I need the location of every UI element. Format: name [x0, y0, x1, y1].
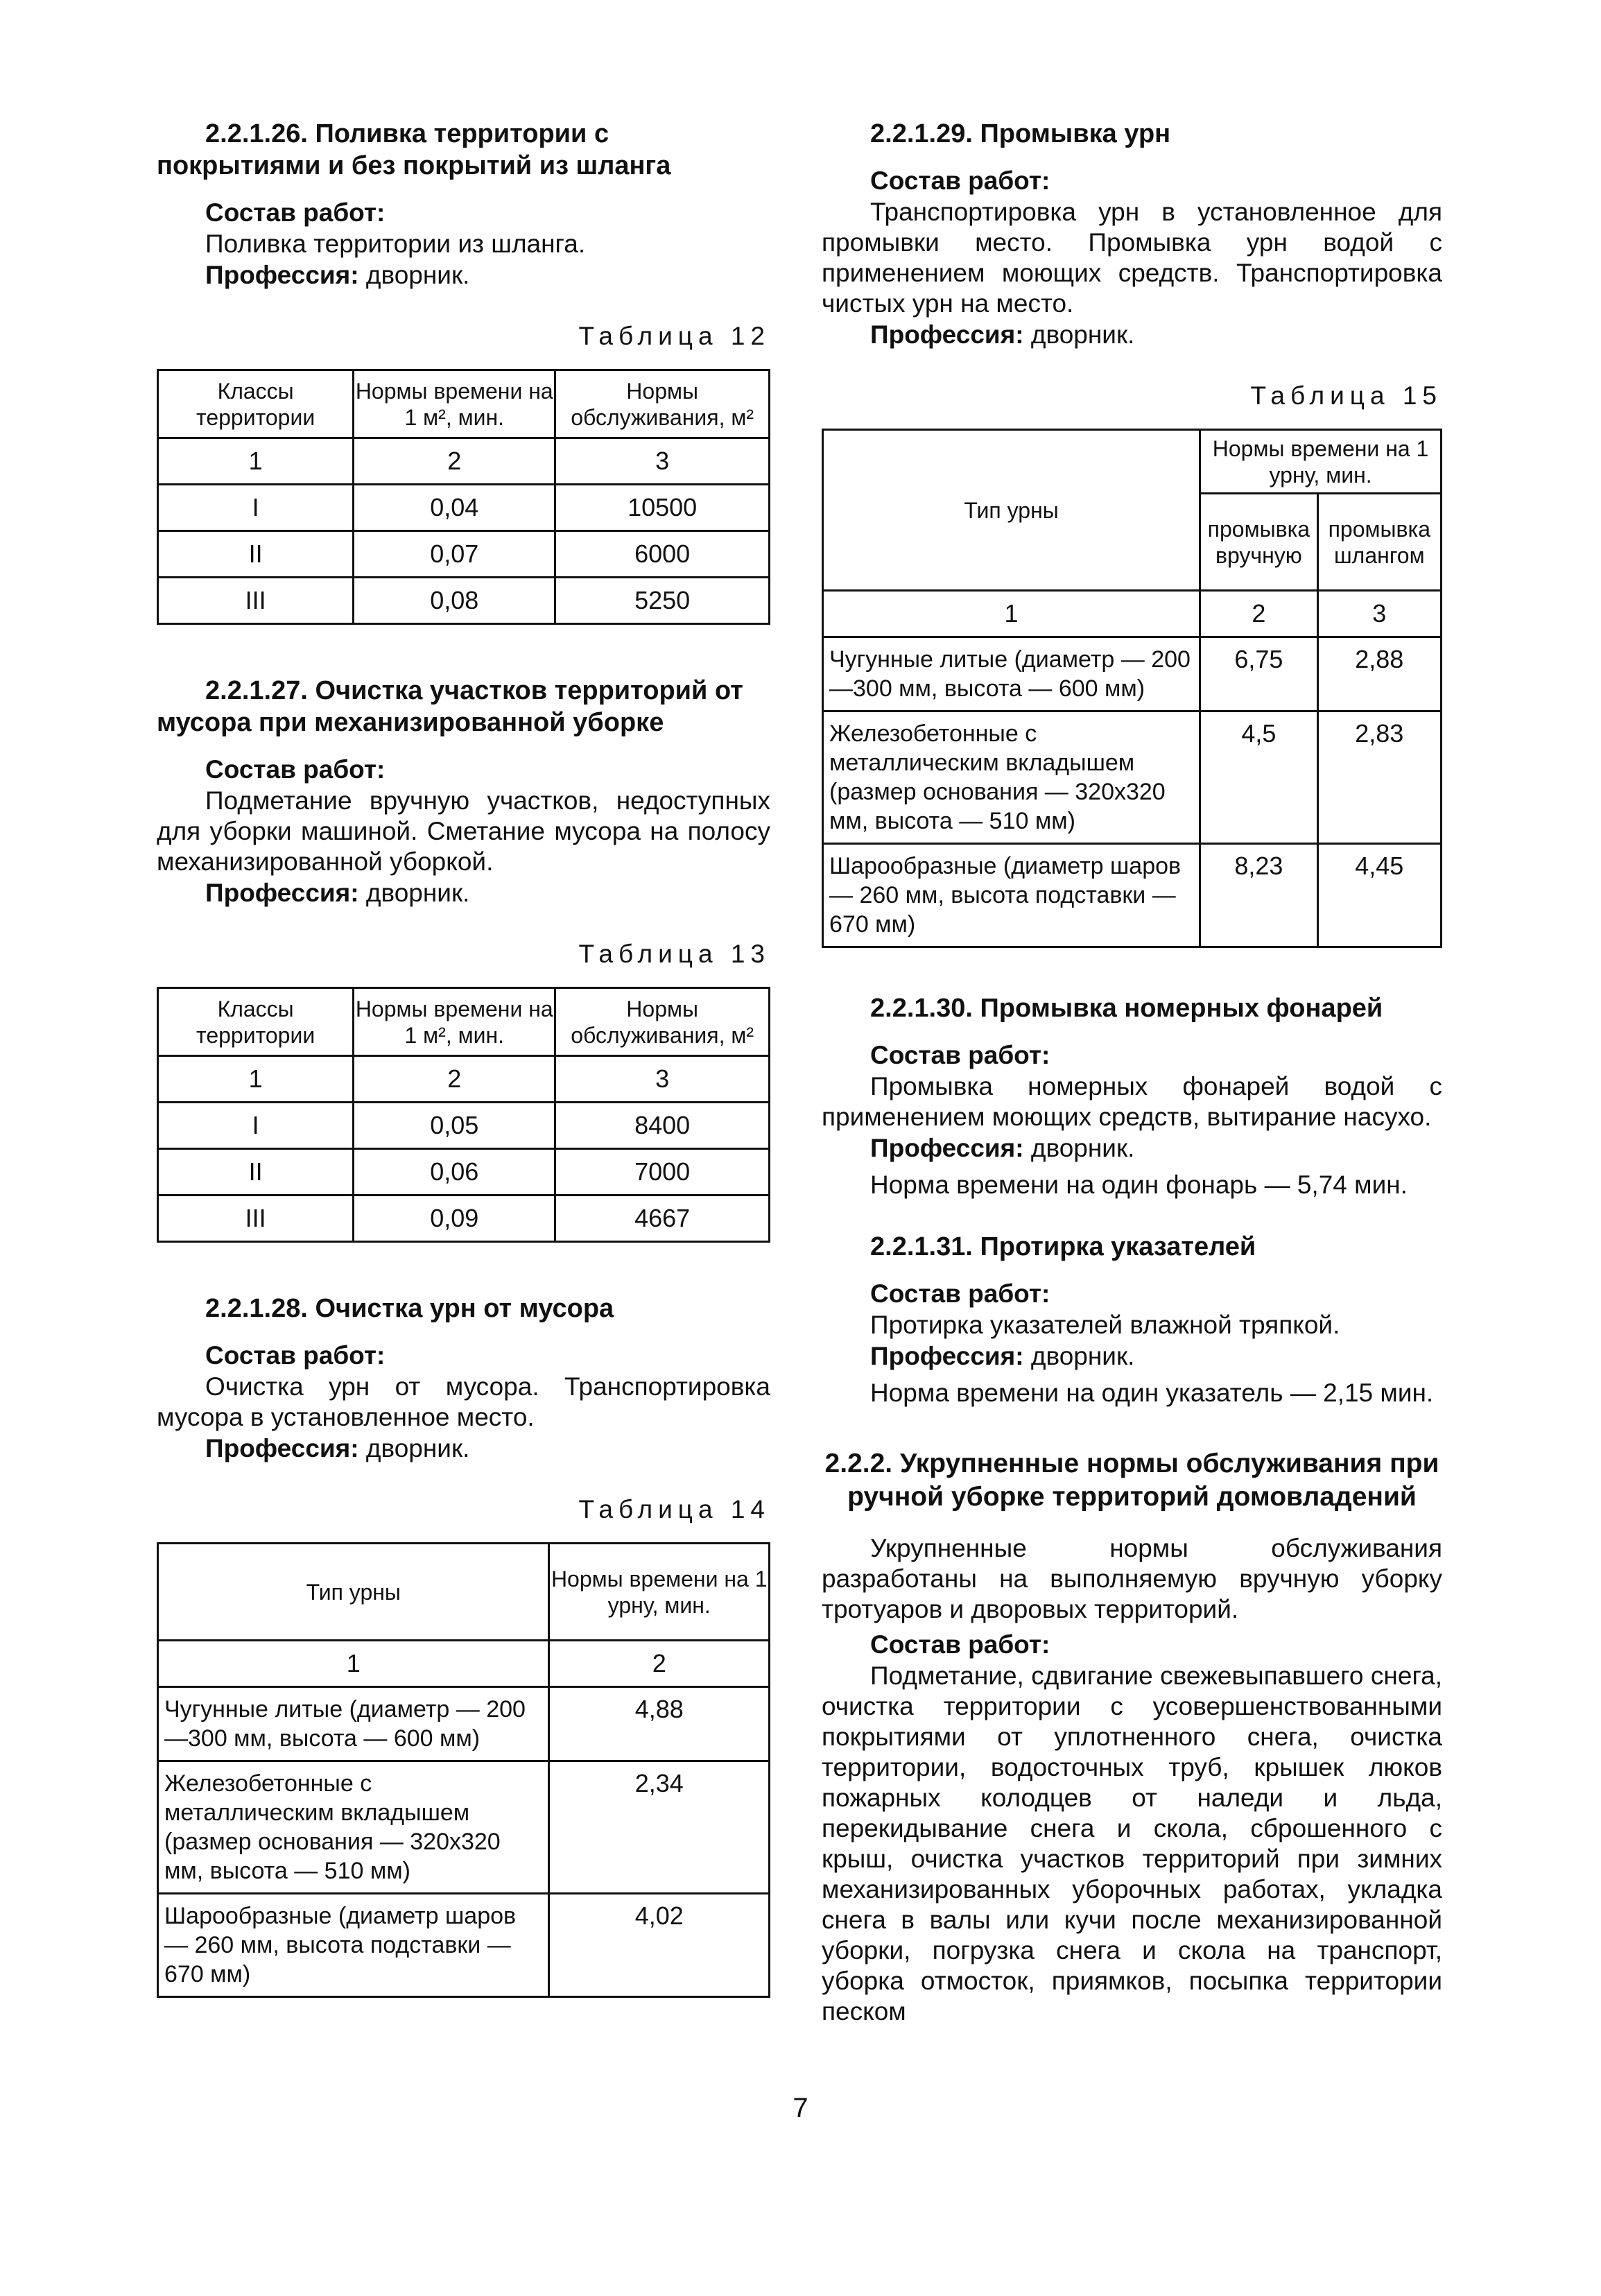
- table-cell: 8400: [555, 1103, 770, 1149]
- profession-label: Профессия:: [205, 1434, 359, 1462]
- profession-label: Профессия:: [205, 261, 359, 289]
- profession-line: [157, 259, 770, 291]
- header-cell: Классы территории: [158, 370, 354, 438]
- table-cell: 2: [549, 1641, 770, 1687]
- time-norm: Норма времени на один фонарь — 5,74 мин.: [870, 1171, 1408, 1199]
- table-cell: Шарообразные (диаметр шаров — 260 мм, высота подставки — 670 мм): [823, 844, 1200, 947]
- table-cell: I: [158, 485, 354, 531]
- table-cell: II: [158, 1149, 354, 1196]
- table-cell: III: [158, 1196, 354, 1242]
- table-row: [158, 1103, 770, 1149]
- profession-line: [822, 1132, 1442, 1164]
- section-2-2-1-26: [157, 118, 770, 625]
- table-row: [158, 438, 770, 485]
- table-15: [822, 429, 1442, 948]
- profession-value: дворник.: [1023, 1342, 1135, 1370]
- page-number: 7: [793, 2093, 808, 2123]
- table-row: [823, 591, 1442, 637]
- header-cell: Нормы времени на 1 м², мин.: [354, 370, 555, 438]
- table-cell: I: [158, 1103, 354, 1149]
- table-row: [158, 1641, 770, 1687]
- table-cell: Железобетонные с металлическим вкладышем (размер основания — 320x320 мм, высота — 510 мм): [823, 711, 1200, 844]
- table-row: [158, 1196, 770, 1242]
- composition-text: Протирка указателей влажной тряпкой.: [870, 1311, 1340, 1339]
- composition-label: Состав работ:: [205, 755, 386, 784]
- right-column: [822, 118, 1442, 2027]
- header-cell: Нормы времени на 1 урну, мин.: [549, 1544, 770, 1641]
- composition-text: Поливка территории из шланга.: [205, 230, 586, 258]
- profession-value: дворник.: [358, 1434, 470, 1462]
- table-cell: 0,09: [354, 1196, 555, 1242]
- header-cell: Тип урны: [158, 1544, 549, 1641]
- profession-value: дворник.: [358, 261, 470, 289]
- section-2-2-1-30: [822, 992, 1442, 1200]
- section-2-2-1-28: [157, 1293, 770, 1998]
- table-cell: 2,83: [1317, 711, 1441, 844]
- table-row: [158, 1761, 770, 1894]
- table-cell: 3: [1317, 591, 1441, 637]
- table-row: [158, 1056, 770, 1103]
- table-cell: 2,88: [1317, 637, 1441, 711]
- table-cell: 1: [158, 1641, 549, 1687]
- table-12: [157, 369, 770, 625]
- table-cell: Шарообразные (диаметр шаров — 260 мм, высота подставки — 670 мм): [158, 1894, 549, 1997]
- table-cell: 0,04: [354, 485, 555, 531]
- table-14: [157, 1542, 770, 1998]
- composition-text: Транспортировка урн в установленное для промывки место. Промывка урн водой с применением моющих средств. Транспортировка чистых урн на место.: [822, 198, 1442, 318]
- header-cell: Нормы обслуживания, м²: [555, 370, 770, 438]
- table-cell: Чугунные литые (диаметр — 200—300 мм, высота — 600 мм): [158, 1687, 549, 1761]
- table-cell: 2: [354, 438, 555, 485]
- profession-line: [157, 1433, 770, 1465]
- table-cell: 6000: [555, 531, 770, 578]
- table-cell: 2,34: [549, 1761, 770, 1894]
- table-row: [158, 1687, 770, 1761]
- profession-label: Профессия:: [870, 1342, 1024, 1370]
- composition-text: Подметание, сдвигание свежевыпавшего снега, очистка территории с усовершенствованными покрытиями от уплотненного снега, очистка территории, водосточных труб, крышек люков пожарных колодцев от наледи и льда, перекидывание снега и скола, сброшенного с крыш, очистка участков территорий при зимних механизированных уборочных работах, укладка снега в валы или кучи после механизированной уборки, погрузка снега и скола на транспорт, уборка отмосток, приямков, посыпка территории песком: [822, 1661, 1442, 2026]
- table-cell: 8,23: [1200, 844, 1317, 947]
- table-cell: 1: [823, 591, 1200, 637]
- table-cell: 4667: [555, 1196, 770, 1242]
- table-caption: Таблица 12: [578, 322, 770, 350]
- table-row: [823, 844, 1442, 947]
- composition-text: Подметание вручную участков, недоступных для уборки машиной. Сметание мусора на полосу механизированной уборкой.: [157, 786, 770, 876]
- section-2-2-1-27: [157, 675, 770, 1243]
- table-cell: 7000: [555, 1149, 770, 1196]
- section-2-2-1-29: [822, 118, 1442, 948]
- profession-value: дворник.: [1023, 1134, 1135, 1162]
- table-cell: 3: [555, 438, 770, 485]
- table-row: [158, 485, 770, 531]
- profession-value: дворник.: [1023, 320, 1135, 349]
- table-cell: 1: [158, 1056, 354, 1103]
- header-cell: промывка шлангом: [1317, 494, 1441, 591]
- header-cell: промывка вручную: [1200, 494, 1317, 591]
- header-cell: Нормы времени на 1 м², мин.: [354, 988, 555, 1056]
- section-heading: 2.2.1.27. Очистка участков территорий от мусора при механизированной уборке: [157, 676, 743, 737]
- composition-label: Состав работ:: [205, 198, 386, 227]
- table-caption: Таблица 13: [578, 940, 770, 968]
- table-row: [823, 711, 1442, 844]
- intro-text: Укрупненные нормы обслуживания разработаны на выполняемую вручную уборку тротуаров и дворовых территорий.: [822, 1534, 1442, 1623]
- section-heading: 2.2.1.28. Очистка урн от мусора: [205, 1294, 614, 1323]
- table-cell: 0,05: [354, 1103, 555, 1149]
- section-2-2-1-31: [822, 1231, 1442, 1408]
- table-cell: Чугунные литые (диаметр — 200—300 мм, высота — 600 мм): [823, 637, 1200, 711]
- composition-text: Промывка номерных фонарей водой с применением моющих средств, вытирание насухо.: [822, 1072, 1442, 1131]
- left-column: [157, 118, 770, 1998]
- table-cell: 4,02: [549, 1894, 770, 1997]
- header-cell: Нормы обслуживания, м²: [555, 988, 770, 1056]
- table-cell: 6,75: [1200, 637, 1317, 711]
- table-row: [158, 1894, 770, 1997]
- time-norm: Норма времени на один указатель — 2,15 мин.: [870, 1379, 1434, 1407]
- header-cell: Классы территории: [158, 988, 354, 1056]
- table-cell: 2: [354, 1056, 555, 1103]
- composition-text: Очистка урн от мусора. Транспортировка мусора в установленное место.: [157, 1372, 770, 1431]
- section-heading: 2.2.1.30. Промывка номерных фонарей: [870, 994, 1383, 1023]
- table-cell: Железобетонные с металлическим вкладышем (размер основания — 320x320 мм, высота — 510 мм): [158, 1761, 549, 1894]
- table-cell: 10500: [555, 485, 770, 531]
- table-cell: 0,07: [354, 531, 555, 578]
- profession-line: [157, 877, 770, 909]
- section-heading: 2.2.1.26. Поливка территории с покрытиями и без покрытий из шланга: [157, 119, 671, 180]
- table-cell: 4,45: [1317, 844, 1441, 947]
- profession-line: [822, 1340, 1442, 1372]
- profession-label: Профессия:: [870, 320, 1024, 349]
- table-cell: III: [158, 578, 354, 624]
- table-cell: 4,5: [1200, 711, 1317, 844]
- section-heading: 2.2.1.31. Протирка указателей: [870, 1232, 1256, 1261]
- table-13: [157, 987, 770, 1243]
- table-row: [823, 637, 1442, 711]
- table-cell: 0,08: [354, 578, 555, 624]
- table-cell: 1: [158, 438, 354, 485]
- profession-value: дворник.: [358, 879, 470, 907]
- header-cell: Нормы времени на 1 урну, мин.: [1200, 430, 1442, 494]
- table-caption: Таблица 15: [1250, 381, 1442, 410]
- section-2-2-2: [822, 1447, 1442, 2027]
- composition-label: Состав работ:: [870, 1630, 1050, 1659]
- header-cell: Тип урны: [823, 430, 1200, 591]
- section-heading: 2.2.2. Укрупненные нормы обслуживания при ручной уборке территорий домовладений: [824, 1449, 1439, 1512]
- composition-label: Состав работ:: [870, 166, 1050, 195]
- composition-label: Состав работ:: [870, 1279, 1050, 1308]
- profession-line: [822, 319, 1442, 351]
- table-caption: Таблица 14: [578, 1495, 770, 1524]
- table-cell: 4,88: [549, 1687, 770, 1761]
- section-heading: 2.2.1.29. Промывка урн: [870, 119, 1171, 148]
- table-row: [158, 531, 770, 578]
- table-cell: 3: [555, 1056, 770, 1103]
- profession-label: Профессия:: [870, 1134, 1024, 1162]
- table-cell: II: [158, 531, 354, 578]
- composition-label: Состав работ:: [205, 1341, 386, 1370]
- table-row: [158, 578, 770, 624]
- table-cell: 0,06: [354, 1149, 555, 1196]
- table-row: [158, 1149, 770, 1196]
- table-cell: 5250: [555, 578, 770, 624]
- table-cell: 2: [1200, 591, 1317, 637]
- profession-label: Профессия:: [205, 879, 359, 907]
- composition-label: Состав работ:: [870, 1041, 1050, 1069]
